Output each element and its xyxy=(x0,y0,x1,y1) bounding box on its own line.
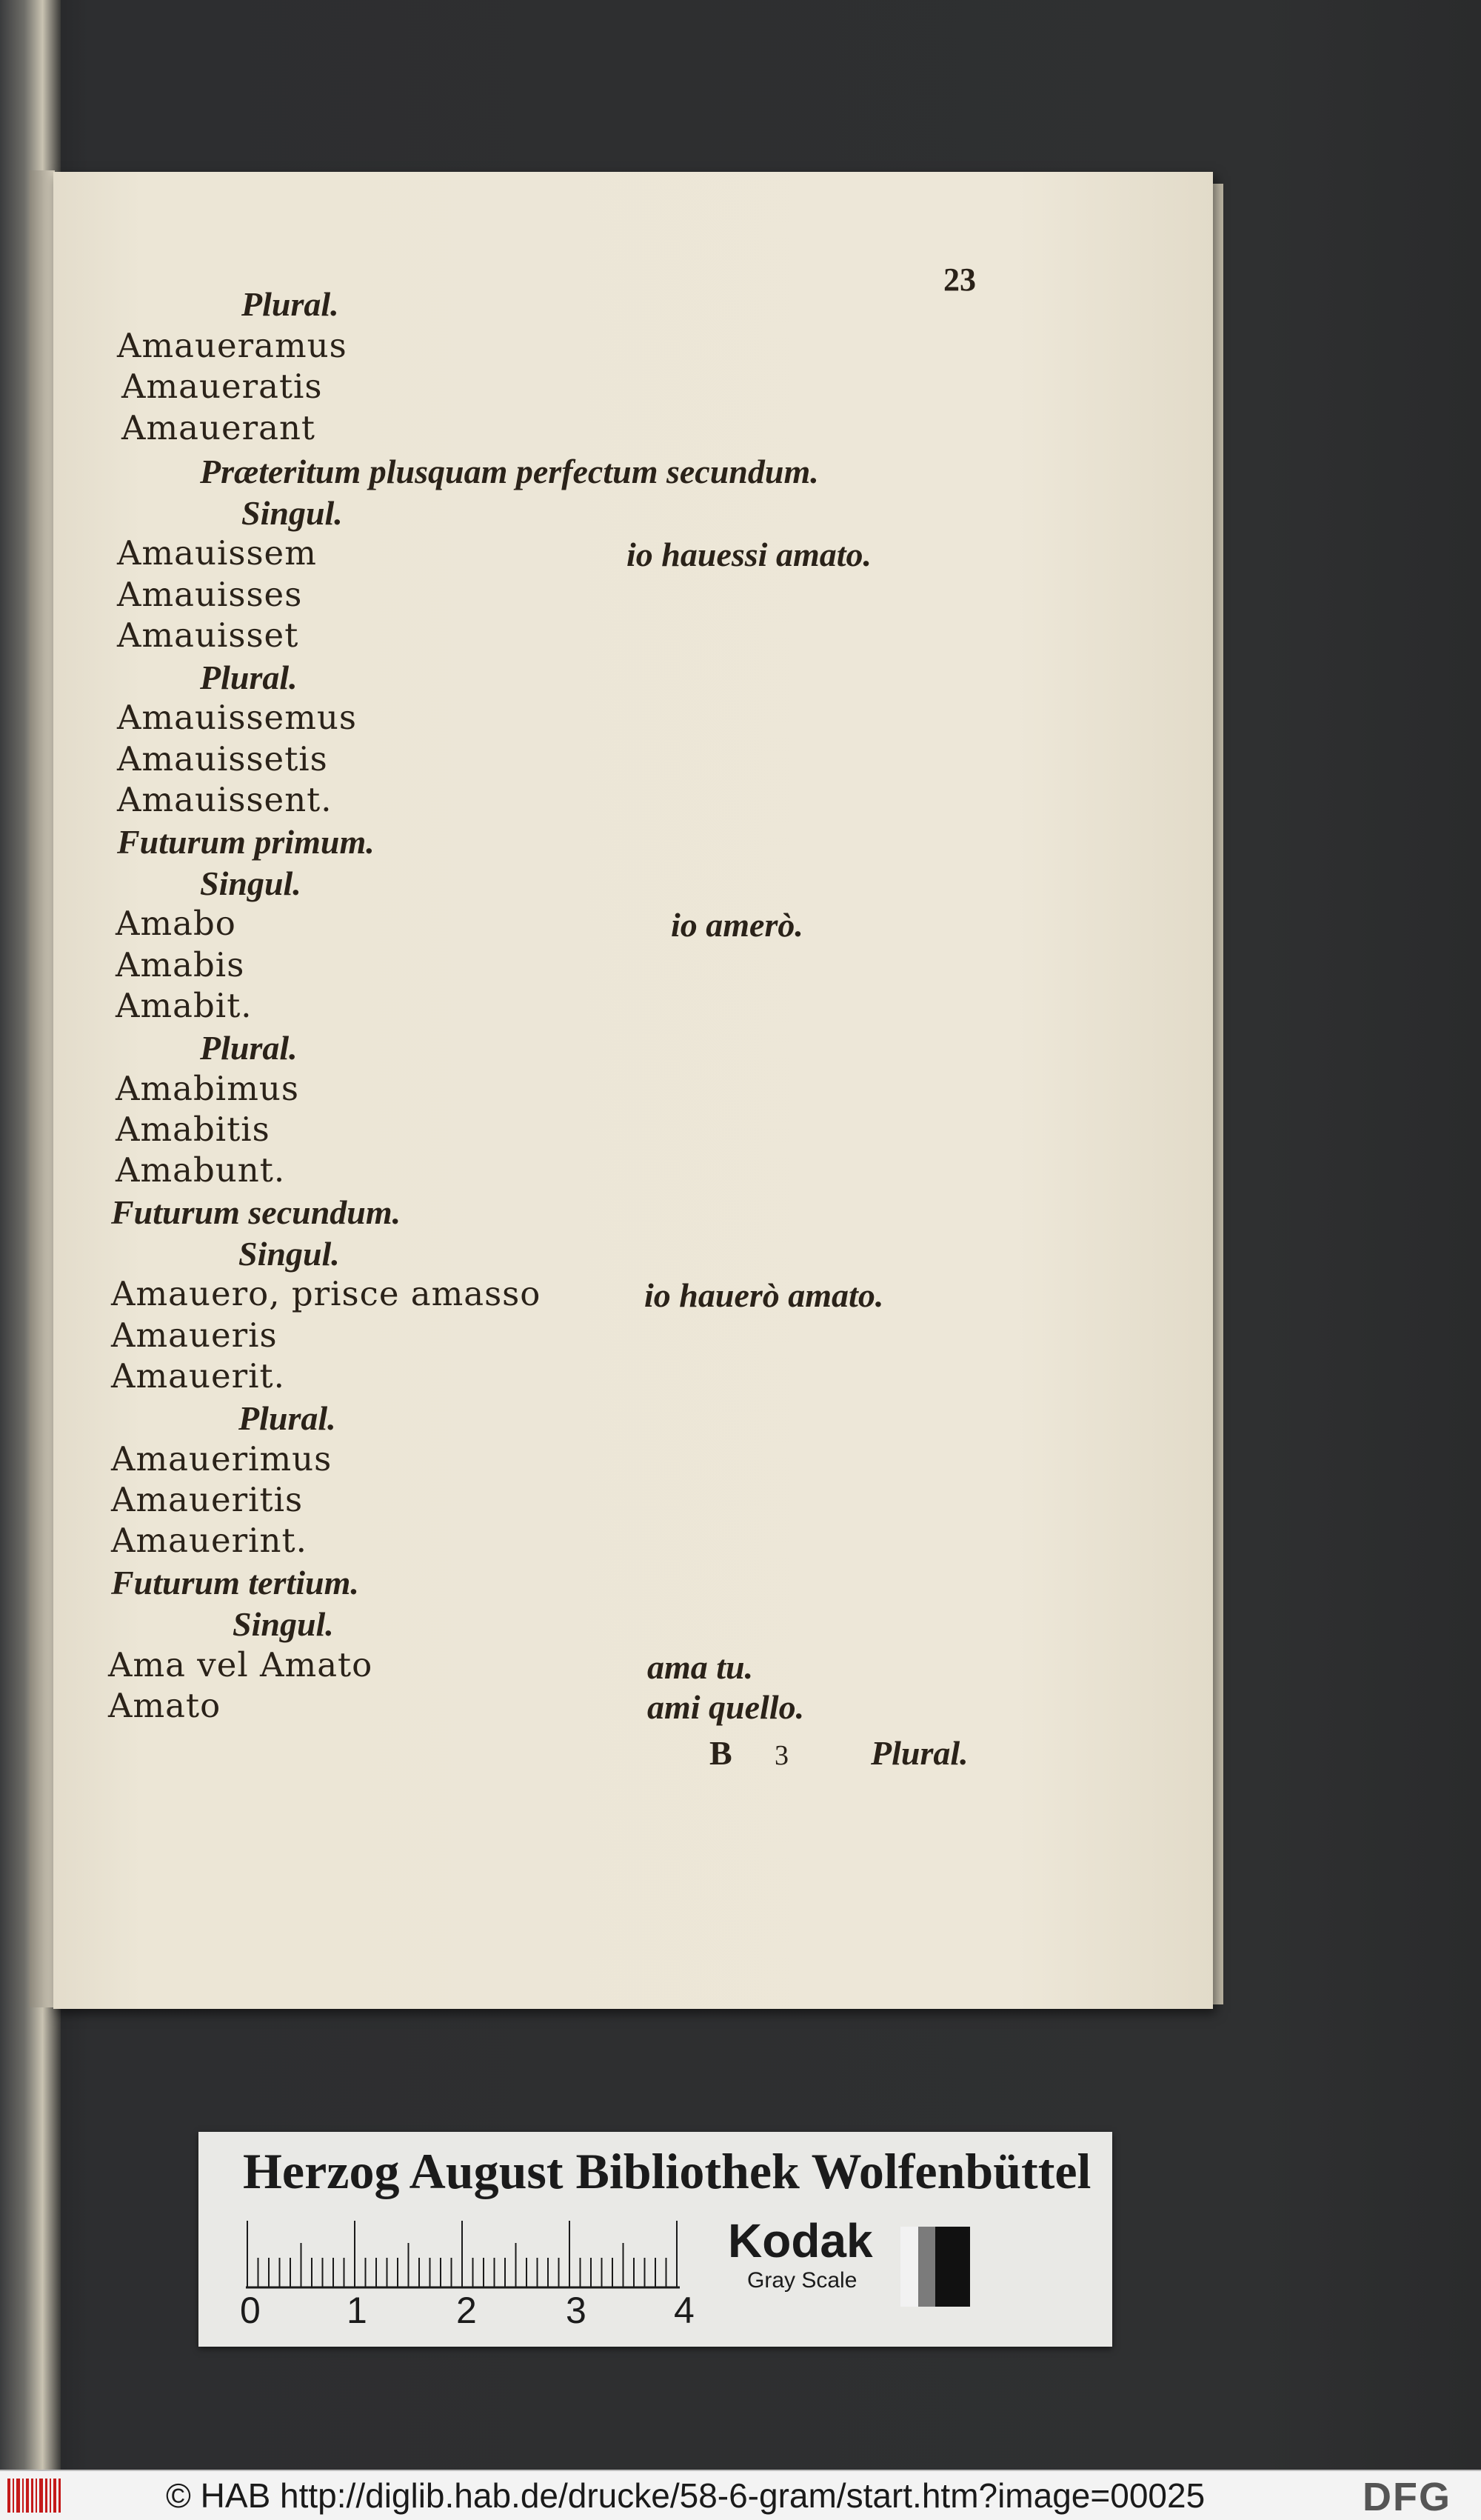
conjugation-form: Amauero, prisce amasso xyxy=(111,1274,541,1313)
catchword: Plural. xyxy=(871,1734,969,1772)
conjugation-form: Amauerit. xyxy=(111,1356,285,1396)
conjugation-form: Amauissem xyxy=(117,533,317,573)
section-heading: Singul. xyxy=(241,494,343,532)
ruler-scale-icon xyxy=(244,2215,681,2289)
conjugation-form: Amauerint. xyxy=(111,1521,307,1560)
section-heading: Plural. xyxy=(200,1029,298,1067)
section-heading: Plural. xyxy=(200,659,298,696)
ruler-number: 4 xyxy=(674,2290,695,2331)
italian-translation: io amerò. xyxy=(671,906,803,944)
section-heading: Singul. xyxy=(233,1605,334,1643)
signature-mark-letter: B xyxy=(709,1734,732,1772)
ruler-number: 3 xyxy=(566,2290,586,2331)
italian-translation: ami quello. xyxy=(647,1688,805,1726)
gray-scale-label: Gray Scale xyxy=(747,2268,857,2293)
conjugation-form: Amaueris xyxy=(111,1316,278,1355)
library-name: Herzog August Bibliothek Wolfenbüttel xyxy=(243,2143,1091,2199)
conjugation-form: Amabitis xyxy=(116,1110,270,1149)
section-heading: Futurum tertium. xyxy=(111,1564,359,1601)
footer-bar xyxy=(0,2470,1481,2520)
page-folio-number: 23 xyxy=(943,261,976,298)
signature-mark-number: 3 xyxy=(775,1740,789,1771)
section-heading: Futurum primum. xyxy=(117,823,375,861)
section-heading: Plural. xyxy=(238,1399,336,1437)
conjugation-form: Amauissent. xyxy=(117,780,332,819)
gray-scale-patch xyxy=(900,2227,970,2307)
conjugation-form: Amaueratis xyxy=(121,367,323,406)
dfg-logo: DFG xyxy=(1363,2475,1451,2519)
conjugation-form: Amato xyxy=(108,1686,221,1725)
ruler-number: 2 xyxy=(456,2290,477,2331)
conjugation-form: Amabimus xyxy=(116,1069,299,1108)
section-heading: Præteritum plusquam perfectum secundum. xyxy=(200,453,819,490)
color-reference-card xyxy=(198,2132,1112,2347)
conjugation-form: Amauisses xyxy=(117,575,303,614)
conjugation-form: Amauisset xyxy=(117,616,299,655)
conjugation-form: Ama vel Amato xyxy=(108,1645,373,1684)
section-heading: Singul. xyxy=(200,864,301,902)
conjugation-form: Amabunt. xyxy=(116,1150,286,1190)
conjugation-form: Amabis xyxy=(116,945,245,984)
ruler-number: 0 xyxy=(240,2290,261,2331)
ruler-number: 1 xyxy=(347,2290,367,2331)
italian-translation: io hauessi amato. xyxy=(626,536,872,573)
italian-translation: ama tu. xyxy=(647,1648,754,1686)
conjugation-form: Amauissetis xyxy=(117,739,328,779)
conjugation-form: Amauerant xyxy=(121,408,316,447)
under-page-edge xyxy=(30,170,55,2007)
conjugation-form: Amabo xyxy=(116,904,236,943)
conjugation-form: Amaueramus xyxy=(117,326,347,365)
conjugation-form: Amauerimus xyxy=(111,1439,332,1479)
conjugation-form: Amabit. xyxy=(116,986,253,1025)
section-heading: Plural. xyxy=(241,285,339,323)
conjugation-form: Amauissemus xyxy=(117,698,357,737)
copyright-url-link[interactable]: © HAB http://diglib.hab.de/drucke/58-6-gram/start.htm?image=00025 xyxy=(166,2476,1206,2515)
hab-barcode-logo-icon xyxy=(7,2479,64,2513)
conjugation-form: Amaueritis xyxy=(111,1480,304,1519)
section-heading: Futurum secundum. xyxy=(111,1193,401,1231)
section-heading: Singul. xyxy=(238,1235,340,1273)
kodak-logo: Kodak xyxy=(728,2214,873,2267)
italian-translation: io hauerò amato. xyxy=(644,1276,884,1314)
